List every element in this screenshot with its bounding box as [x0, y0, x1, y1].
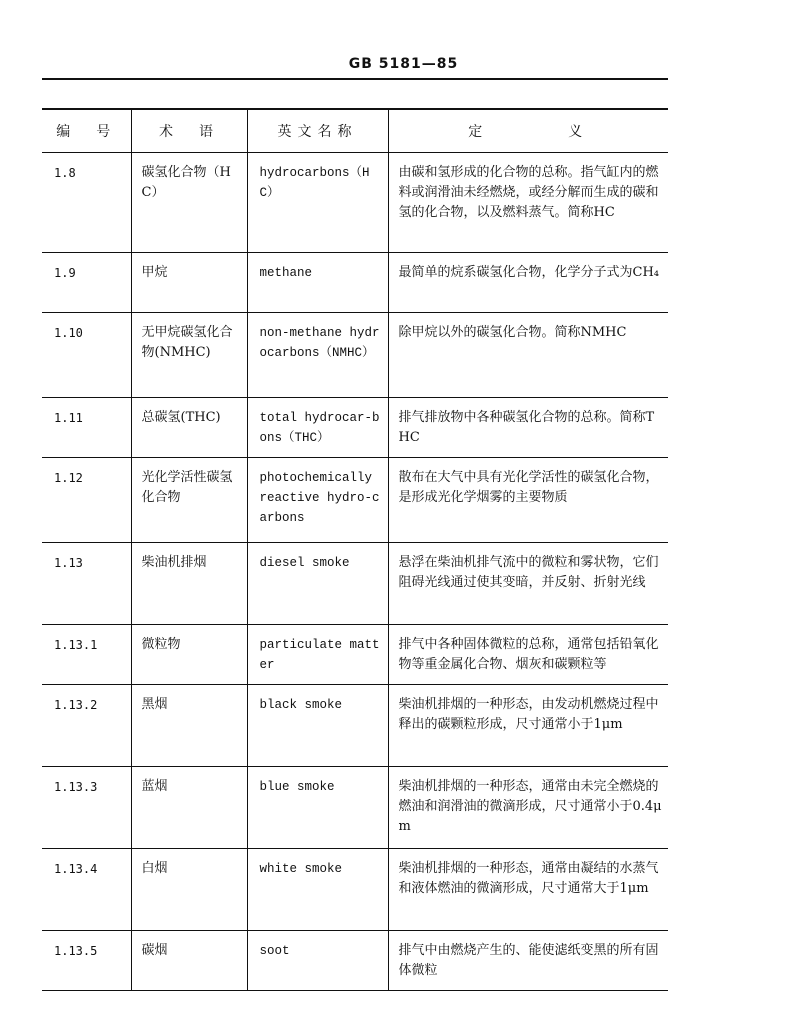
term-english: particulate matter: [247, 625, 388, 685]
column-header-english: 英文名称: [247, 109, 388, 153]
term-number: 1.10: [42, 313, 131, 398]
term-chinese: 蓝烟: [131, 767, 247, 849]
term-number: 1.13.3: [42, 767, 131, 849]
table-row: [42, 625, 668, 685]
table-row: [42, 153, 668, 253]
term-chinese: 总碳氢(THC): [131, 398, 247, 458]
term-definition: 除甲烷以外的碳氢化合物。简称NMHC: [388, 313, 668, 398]
term-definition: 柴油机排烟的一种形态，由发动机燃烧过程中释出的碳颗粒形成，尺寸通常小于1μm: [388, 685, 668, 767]
term-definition: 由碳和氢形成的化合物的总称。指气缸内的燃料或润滑油未经燃烧，或经分解而生成的碳和氢的化合物，以及燃料蒸气。简称HC: [388, 153, 668, 253]
term-number: 1.13.4: [42, 849, 131, 931]
term-english: blue smoke: [247, 767, 388, 849]
term-number: 1.13.2: [42, 685, 131, 767]
term-english: total hydrocar-bons（THC）: [247, 398, 388, 458]
term-definition: 悬浮在柴油机排气流中的微粒和雾状物，它们阻碍光线通过使其变暗，并反射、折射光线: [388, 543, 668, 625]
standard-code: GB 5181—85: [348, 56, 459, 72]
term-english: diesel smoke: [247, 543, 388, 625]
term-definition: 排气排放物中各种碳氢化合物的总称。简称THC: [388, 398, 668, 458]
term-chinese: 甲烷: [131, 253, 247, 313]
term-chinese: 柴油机排烟: [131, 543, 247, 625]
term-definition: 柴油机排烟的一种形态，通常由凝结的水蒸气和液体燃油的微滴形成，尺寸通常大于1μm: [388, 849, 668, 931]
term-definition: 排气中各种固体微粒的总称，通常包括铅氧化物等重金属化合物、烟灰和碳颗粒等: [388, 625, 668, 685]
table-row: [42, 398, 668, 458]
table-row: [42, 313, 668, 398]
table-row: [42, 543, 668, 625]
table-row: [42, 458, 668, 543]
table-header-row: [42, 109, 668, 153]
term-definition: 排气中由燃烧产生的、能使滤纸变黑的所有固体微粒: [388, 931, 668, 991]
term-number: 1.8: [42, 153, 131, 253]
term-english: photochemically reactive hydro-carbons: [247, 458, 388, 543]
term-chinese: 微粒物: [131, 625, 247, 685]
term-english: hydrocarbons（HC）: [247, 153, 388, 253]
table-row: [42, 767, 668, 849]
term-chinese: 光化学活性碳氢化合物: [131, 458, 247, 543]
term-number: 1.13: [42, 543, 131, 625]
term-english: non-methane hydrocarbons（NMHC）: [247, 313, 388, 398]
term-english: methane: [247, 253, 388, 313]
term-english: white smoke: [247, 849, 388, 931]
term-definition: 散布在大气中具有光化学活性的碳氢化合物，是形成光化学烟雾的主要物质: [388, 458, 668, 543]
term-number: 1.9: [42, 253, 131, 313]
term-chinese: 碳烟: [131, 931, 247, 991]
term-chinese: 碳氢化合物（HC）: [131, 153, 247, 253]
term-english: soot: [247, 931, 388, 991]
term-definition: 最简单的烷系碳氢化合物，化学分子式为CH₄: [388, 253, 668, 313]
term-chinese: 黑烟: [131, 685, 247, 767]
term-number: 1.13.5: [42, 931, 131, 991]
table-row: [42, 849, 668, 931]
column-header-definition: 定 义: [388, 109, 668, 153]
table-row: [42, 685, 668, 767]
term-number: 1.13.1: [42, 625, 131, 685]
term-number: 1.12: [42, 458, 131, 543]
table-row: [42, 253, 668, 313]
column-header-term: 术 语: [131, 109, 247, 153]
column-header-number: 编 号: [42, 109, 131, 153]
term-chinese: 无甲烷碳氢化合物(NMHC): [131, 313, 247, 398]
term-english: black smoke: [247, 685, 388, 767]
term-number: 1.11: [42, 398, 131, 458]
terms-table: [42, 108, 668, 991]
table-row: [42, 931, 668, 991]
term-definition: 柴油机排烟的一种形态，通常由未完全燃烧的燃油和润滑油的微滴形成，尺寸通常小于0.4μm: [388, 767, 668, 849]
header-rule: [42, 78, 668, 80]
term-chinese: 白烟: [131, 849, 247, 931]
